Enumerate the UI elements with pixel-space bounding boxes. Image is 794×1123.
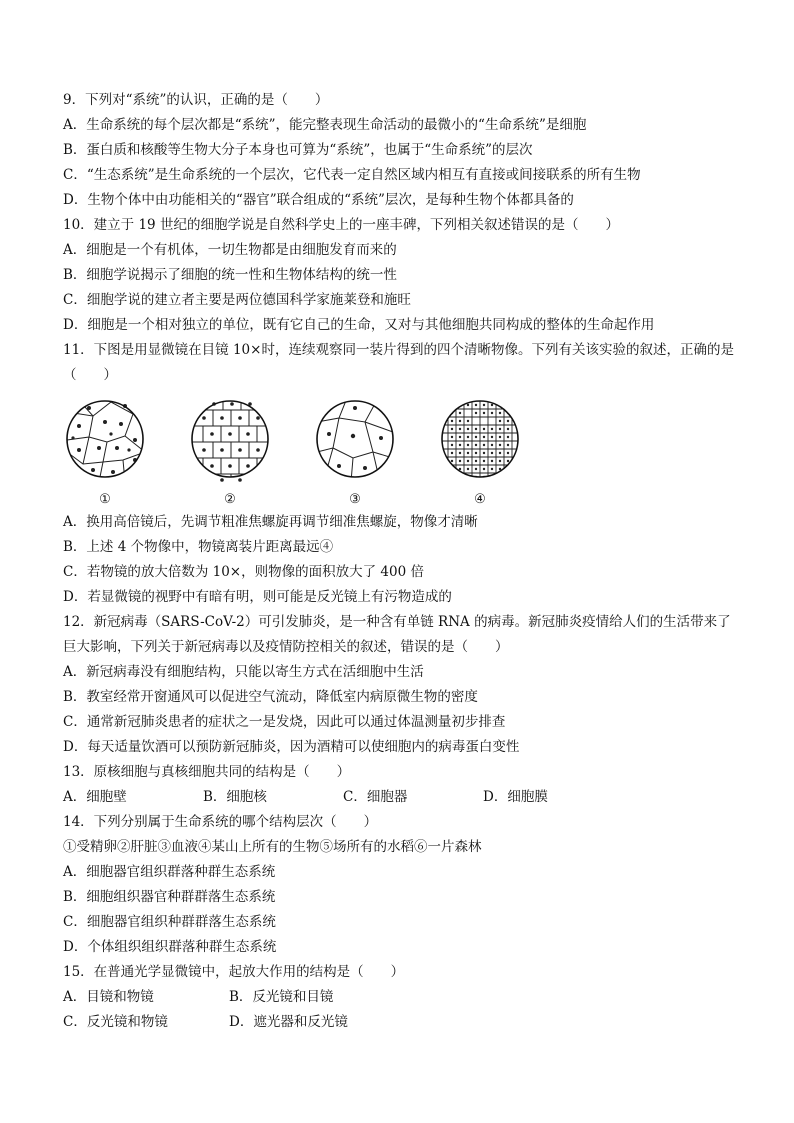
q11-option-c: C．若物镜的放大倍数为 10×，则物像的面积放大了 400 倍 bbox=[63, 564, 424, 580]
q10-option-c: C．细胞学说的建立者主要是两位德国科学家施莱登和施旺 bbox=[63, 292, 411, 308]
q15-option-c: C．反光镜和物镜 bbox=[63, 1014, 168, 1030]
q14-option-a: A．细胞器官组织群落种群生态系统 bbox=[63, 864, 276, 880]
q15-option-a: A．目镜和物镜 bbox=[63, 989, 154, 1005]
q12-option-a: A．新冠病毒没有细胞结构，只能以寄生方式在活细胞中生活 bbox=[63, 664, 424, 680]
figure-label-3: ③ bbox=[349, 492, 361, 507]
q13-option-b: B．细胞核 bbox=[203, 789, 267, 805]
q15-option-b: B．反光镜和目镜 bbox=[229, 989, 334, 1005]
q15-options-row-1 bbox=[63, 985, 743, 1010]
q13-option-a: A．细胞壁 bbox=[63, 789, 127, 805]
q9-option-a: A．生命系统的每个层次都是“系统”，能完整表现生命活动的最微小的“生命系统”是细胞 bbox=[63, 117, 587, 133]
q12-stem: 12．新冠病毒（SARS-CoV-2）可引发肺炎，是一种含有单链 RNA 的病毒。新冠肺炎疫情给人们的生活带来了巨大影响，下列关于新冠病毒以及疫情防控相关的叙述，错误的是（ ） bbox=[63, 614, 731, 655]
q14-option-c: C．细胞器官组织种群群落生态系统 bbox=[63, 914, 276, 930]
figure-label-2: ② bbox=[224, 492, 236, 507]
q11-stem: 11．下图是用显微镜在目镜 10×时，连续观察同一装片得到的四个清晰物像。下列有关该实验的叙述，正确的是（ ） bbox=[63, 342, 734, 383]
q11-option-b: B．上述 4 个物像中，物镜离装片距离最远④ bbox=[63, 539, 334, 555]
q15-option-d: D．遮光器和反光镜 bbox=[229, 1014, 348, 1030]
figure-label-1: ① bbox=[99, 492, 111, 507]
q13-option-d: D．细胞膜 bbox=[483, 789, 548, 805]
q14-option-b: B．细胞组织器官种群群落生态系统 bbox=[63, 889, 276, 905]
q9-option-c: C．“生态系统”是生命系统的一个层次，它代表一定自然区域内相互有直接或间接联系的所有生物 bbox=[63, 167, 641, 183]
q11-option-a: A．换用高倍镜后，先调节粗准焦螺旋再调节细准焦螺旋，物像才清晰 bbox=[63, 514, 478, 530]
view-2 bbox=[192, 397, 268, 487]
q9-option-d: D．生物个体中由功能相关的“器官”联合组成的“系统”层次，是每种生物个体都具备的 bbox=[63, 192, 574, 208]
q11-figure bbox=[63, 392, 743, 510]
q9-option-b: B．蛋白质和核酸等生物大分子本身也可算为“系统”，也属于“生命系统”的层次 bbox=[63, 142, 533, 158]
q10-option-a: A．细胞是一个有机体，一切生物都是由细胞发育而来的 bbox=[63, 242, 397, 258]
question-page bbox=[63, 88, 743, 1035]
q13-options bbox=[63, 785, 743, 810]
q10-option-b: B．细胞学说揭示了细胞的统一性和生物体结构的统一性 bbox=[63, 267, 397, 283]
q12-option-d: D．每天适量饮酒可以预防新冠肺炎，因为酒精可以使细胞内的病毒蛋白变性 bbox=[63, 739, 520, 755]
q13-option-c: C．细胞器 bbox=[343, 789, 408, 805]
view-1 bbox=[67, 392, 147, 482]
q9-stem: 9．下列对“系统”的认识，正确的是（ ） bbox=[63, 92, 329, 108]
q10-option-d: D．细胞是一个相对独立的单位，既有它自己的生命，又对与其他细胞共同构成的整体的生命起作用 bbox=[63, 317, 655, 333]
q12-option-b: B．教室经常开窗通风可以促进空气流动，降低室内病原微生物的密度 bbox=[63, 689, 478, 705]
q15-options-row-2 bbox=[63, 1010, 743, 1035]
q10-stem: 10．建立于 19 世纪的细胞学说是自然科学史上的一座丰碑，下列相关叙述错误的是（ ） bbox=[63, 217, 619, 233]
q14-option-d: D．个体组织组织群落种群生态系统 bbox=[63, 939, 277, 955]
q11-option-d: D．若显微镜的视野中有暗有明，则可能是反光镜上有污物造成的 bbox=[63, 589, 452, 605]
view-4 bbox=[442, 397, 518, 482]
microscope-views-figure bbox=[63, 392, 523, 492]
view-3 bbox=[317, 398, 393, 482]
q13-stem: 13．原核细胞与真核细胞共同的结构是（ ） bbox=[63, 764, 351, 780]
q15-stem: 15．在普通光学显微镜中，起放大作用的结构是（ ） bbox=[63, 964, 405, 980]
q14-items: ①受精卵②肝脏③血液④某山上所有的生物⑤场所有的水稻⑥一片森林 bbox=[63, 839, 482, 855]
figure-label-4: ④ bbox=[474, 492, 486, 507]
q12-option-c: C．通常新冠肺炎患者的症状之一是发烧，因此可以通过体温测量初步排查 bbox=[63, 714, 506, 730]
q14-stem: 14．下列分别属于生命系统的哪个结构层次（ ） bbox=[63, 814, 378, 830]
